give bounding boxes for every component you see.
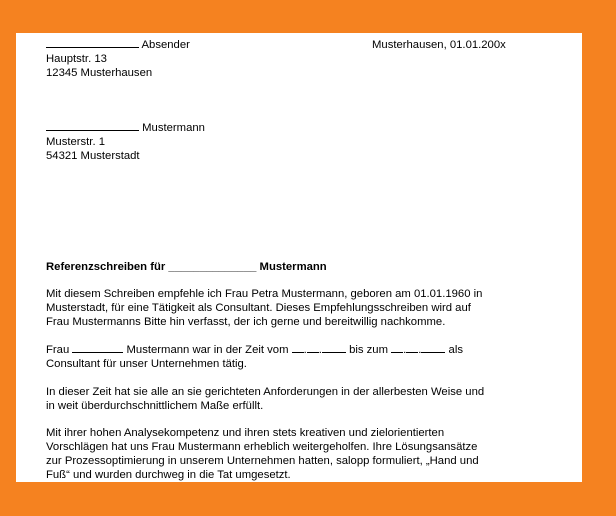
start-year-blank: [322, 343, 346, 353]
sender-city: 12345 Musterhausen: [46, 67, 153, 79]
recipient-label: Mustermann: [142, 122, 205, 134]
p2-bis: bis zum: [349, 344, 388, 356]
paragraph-4-line: Vorschlägen hat uns Frau Mustermann erheblich weitergeholfen. Ihre Lösungsansätze: [46, 441, 478, 453]
recipient-name-blank: [46, 121, 139, 131]
paragraph-4-line: Mit ihrer hohen Analysekompetenz und ihren stets kreativen und zielorientierten: [46, 427, 445, 439]
subject-prefix: Referenzschreiben für: [46, 261, 166, 273]
paragraph-1-line: Frau Mustermanns Bitte hin verfasst, der ich gerne und bereitwillig nachkomme.: [46, 316, 446, 328]
subject-line: [46, 260, 327, 274]
paragraph-1-line: Mit diesem Schreiben empfehle ich Frau Petra Mustermann, geboren am 01.01.1960 in: [46, 288, 483, 300]
recipient-city: 54321 Musterstadt: [46, 150, 140, 162]
subject-blank: ______________: [168, 261, 257, 273]
recipient-name-line: [46, 121, 205, 135]
paragraph-1-line: Musterstadt, für eine Tätigkeit als Consultant. Dieses Empfehlungsschreiben wird auf: [46, 302, 471, 314]
end-day-blank: [391, 343, 403, 353]
place-date: Musterhausen, 01.01.200x: [372, 39, 506, 51]
sender-name-line: [46, 38, 190, 52]
p2-als: als: [448, 344, 463, 356]
sender-label: Absender: [141, 39, 190, 51]
date-separator: .: [418, 344, 422, 356]
paragraph-2-line: Consultant für unser Unternehmen tätig.: [46, 358, 247, 370]
paragraph-4-line: zur Prozessoptimierung in unserem Unternehmen hatten, salopp formuliert, „Hand und: [46, 455, 479, 467]
paragraph-4-line: Fuß“ und wurden durchweg in die Tat umgesetzt.: [46, 469, 291, 481]
end-year-blank: [421, 343, 445, 353]
sender-name-blank: [46, 38, 139, 48]
paragraph-3-line: In dieser Zeit hat sie alle an sie gerichteten Anforderungen in der allerbesten Weise und: [46, 386, 485, 398]
paragraph-2-line: [46, 343, 463, 357]
date-separator: .: [403, 344, 407, 356]
subject-suffix: Mustermann: [259, 261, 327, 273]
date-separator: .: [303, 344, 307, 356]
end-month-blank: [406, 343, 418, 353]
recipient-street: Musterstr. 1: [46, 136, 106, 148]
p2-frau: Frau: [46, 344, 70, 356]
employee-name-blank: [72, 343, 123, 353]
paragraph-3-line: in weit überdurchschnittlichem Maße erfüllt.: [46, 400, 264, 412]
letter-page: [16, 33, 582, 482]
p2-mid: Mustermann war in der Zeit vom: [126, 344, 289, 356]
start-month-blank: [307, 343, 319, 353]
date-separator: .: [318, 344, 322, 356]
sender-street: Hauptstr. 13: [46, 53, 107, 65]
start-day-blank: [292, 343, 304, 353]
